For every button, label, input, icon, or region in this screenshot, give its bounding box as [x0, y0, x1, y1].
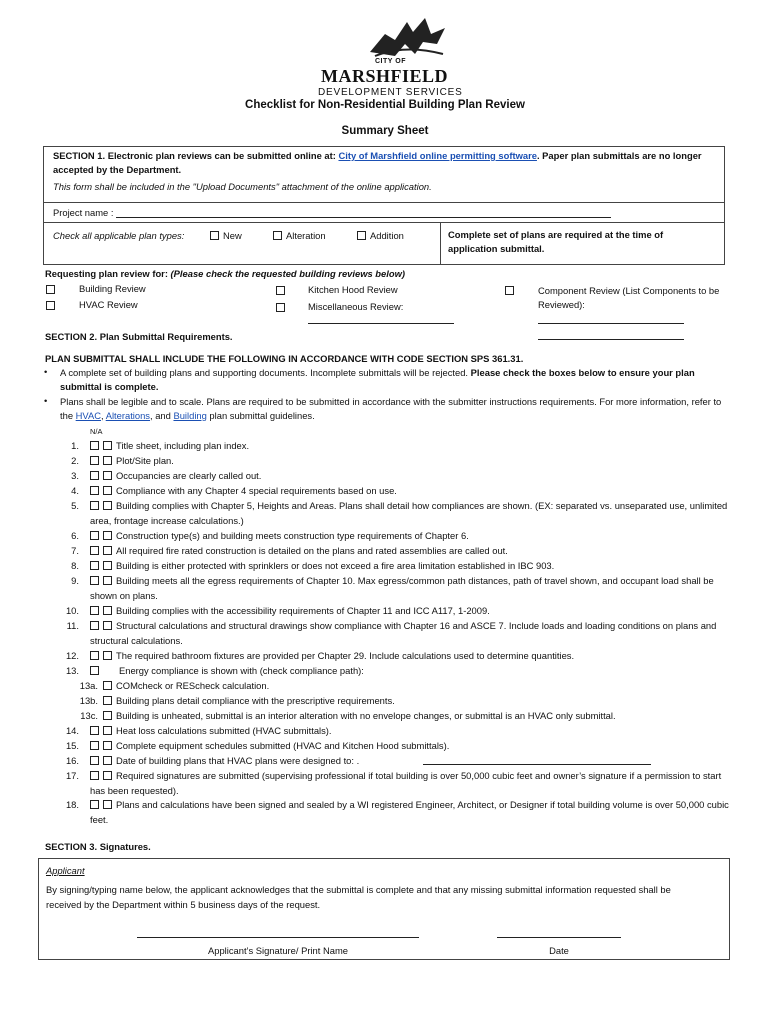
checklist-item: Energy compliance is shown with (check compliance path):: [90, 664, 730, 679]
checkbox[interactable]: [103, 681, 112, 690]
checkbox[interactable]: [103, 756, 112, 765]
checklist-item: COMcheck or REScheck calculation.: [103, 679, 730, 694]
building-guidelines-link[interactable]: Building: [173, 409, 207, 421]
checklist-item: Building is either protected with sprinklers or does not exceed a fire area limitation established in IBC 903.: [90, 559, 730, 574]
date-label: Date: [549, 945, 569, 956]
na-checkbox[interactable]: [90, 726, 99, 735]
na-checkbox[interactable]: [90, 771, 99, 780]
kitchen-hood-label: Kitchen Hood Review: [308, 284, 398, 295]
date-input[interactable]: [497, 929, 621, 938]
checkbox[interactable]: [103, 576, 112, 585]
checklist-item: Building complies with the accessibility requirements of Chapter 11 and ICC A117, 1-2009.: [90, 604, 730, 619]
plan-submittal-heading: PLAN SUBMITTAL SHALL INCLUDE THE FOLLOWING IN ACCORDANCE WITH CODE SECTION SPS 361.31.: [45, 353, 524, 364]
na-checkbox[interactable]: [90, 501, 99, 510]
checkbox[interactable]: [276, 303, 285, 312]
logo-name-text: MARSHFIELD: [321, 66, 449, 86]
item-number: 18.: [65, 799, 79, 810]
signature-box: [38, 858, 730, 960]
section3-heading: SECTION 3. Signatures.: [45, 841, 151, 852]
checkbox[interactable]: [103, 456, 112, 465]
checklist-item: All required fire rated construction is detailed on the plans and rated assemblies are called out.: [90, 544, 730, 559]
signature-label: Applicant’s Signature/ Print Name: [207, 945, 348, 956]
applicant-label: Applicant: [46, 865, 85, 876]
item-number: 16.: [65, 755, 79, 766]
misc-review-option[interactable]: [276, 302, 289, 313]
hvac-review-option[interactable]: [46, 300, 59, 311]
item-number: 11.: [66, 620, 79, 631]
item-number: 13.: [65, 665, 79, 676]
item-number: 2.: [71, 455, 79, 466]
na-checkbox[interactable]: [90, 621, 99, 630]
checklist-item: Building is unheated, submittal is an interior alteration with no envelope changes, or submittal is an HVAC only submittal.: [103, 709, 730, 724]
applicant-statement: By signing/typing name below, the applicant acknowledges that the submittal is complete and that any missing submittal information requested shall be received by the Department within 5 business days of the request.: [46, 884, 671, 910]
checkbox[interactable]: [103, 651, 112, 660]
checkbox[interactable]: [46, 285, 55, 294]
checkbox[interactable]: [210, 231, 219, 240]
na-checkbox[interactable]: [90, 486, 99, 495]
checklist-item: Plans and calculations have been signed and sealed by a WI registered Engineer, Architect, or Designer if total building volume is over 50,000 cubic feet.: [90, 799, 729, 825]
checklist-item: Compliance with any Chapter 4 special requirements based on use.: [90, 484, 730, 499]
logo-city-text: CITY OF: [375, 58, 406, 65]
checkbox[interactable]: [46, 301, 55, 310]
item-number: 17.: [65, 770, 79, 781]
checkbox[interactable]: [103, 711, 112, 720]
type-addition-option[interactable]: Addition: [357, 230, 404, 241]
item-number: 8.: [71, 560, 79, 571]
hvac-review-label: HVAC Review: [79, 299, 138, 310]
item-number: 7.: [71, 545, 79, 556]
checklist-item: Building plans detail compliance with the prescriptive requirements.: [103, 694, 730, 709]
checklist-item: Date of building plans that HVAC plans were designed to: .: [90, 754, 730, 769]
component-review-option[interactable]: [505, 285, 518, 296]
marshfield-logo: [315, 14, 465, 98]
na-column-label: N/A: [90, 427, 103, 436]
checklist-item: Complete equipment schedules submitted (HVAC and Kitchen Hood submittals).: [90, 739, 730, 754]
misc-review-input[interactable]: [308, 315, 454, 324]
component-input-1[interactable]: [538, 315, 684, 324]
checklist-item: Required signatures are submitted (supervising professional if total building is over 50,000 cubic feet and owner’s signature if a permission to start has been requested).: [90, 770, 722, 796]
checkbox[interactable]: [103, 741, 112, 750]
divider: [44, 222, 724, 223]
na-checkbox[interactable]: [90, 546, 99, 555]
na-checkbox[interactable]: [90, 576, 99, 585]
item-number: 12.: [65, 650, 79, 661]
alterations-guidelines-link[interactable]: Alterations: [105, 409, 150, 421]
kitchen-hood-option[interactable]: [276, 285, 289, 296]
item-number: 4.: [71, 485, 79, 496]
item-number: 5.: [71, 500, 79, 511]
checklist-item: Construction type(s) and building meets construction type requirements of Chapter 6.: [90, 529, 730, 544]
checkbox[interactable]: [103, 621, 112, 630]
building-review-option[interactable]: [46, 284, 59, 295]
checkbox[interactable]: [103, 531, 112, 540]
checklist-item: Occupancies are clearly called out.: [90, 469, 730, 484]
checkbox[interactable]: [357, 231, 366, 240]
page-subtitle: Summary Sheet: [341, 125, 429, 137]
na-checkbox[interactable]: [90, 800, 99, 809]
na-checkbox[interactable]: [90, 741, 99, 750]
section1-intro: SECTION 1. Electronic plan reviews can be submitted online at: City of Marshfield online permitting software. Paper plan submittals are no longer accepted by the Department.: [53, 150, 702, 175]
type-alteration-option[interactable]: Alteration: [273, 230, 326, 241]
item-number: 9.: [71, 575, 79, 586]
bullet-icon: •: [44, 395, 48, 406]
checkbox[interactable]: [103, 441, 112, 450]
checklist-item: Plot/Site plan.: [90, 454, 730, 469]
misc-review-label: Miscellaneous Review:: [308, 301, 404, 312]
checkbox[interactable]: [103, 606, 112, 615]
checkbox[interactable]: [273, 231, 282, 240]
logo-bird-icon: [365, 14, 455, 62]
bullet-1: A complete set of building plans and supporting documents. Incomplete submittals will be rejected. Please check the boxes below to ensure your plan submittal is complete.: [60, 367, 695, 392]
signature-input[interactable]: [137, 929, 419, 938]
checkbox[interactable]: [103, 561, 112, 570]
checklist-item: Building meets all the egress requirements of Chapter 10. Max egress/common path distances, path of travel shown, and occupant load shall be shown on plans.: [90, 575, 714, 601]
checkbox[interactable]: [103, 546, 112, 555]
component-input-2[interactable]: [538, 331, 684, 340]
na-checkbox[interactable]: [90, 531, 99, 540]
na-checkbox[interactable]: [90, 666, 99, 675]
na-checkbox[interactable]: [90, 561, 99, 570]
permitting-software-link[interactable]: City of Marshfield online permitting software: [338, 150, 537, 161]
section1-box: [43, 146, 725, 265]
checklist-item: The required bathroom fixtures are provided per Chapter 29. Include calculations used to determine quantities.: [90, 649, 730, 664]
item-number: 6.: [71, 530, 79, 541]
page-title: Checklist for Non-Residential Building Plan Review: [245, 99, 525, 111]
checklist-item: Building complies with Chapter 5, Heights and Areas. Plans shall detail how compliances are shown. (EX: separated vs. unseparated use, unlimited area, frontage increase calculations.): [90, 500, 728, 526]
checklist-item: Title sheet, including plan index.: [90, 439, 730, 454]
request-heading: Requesting plan review for: (Please check the requested building reviews below): [45, 268, 405, 279]
item-number: 10.: [65, 605, 79, 616]
na-checkbox[interactable]: [90, 756, 99, 765]
item-number: 1.: [71, 440, 79, 451]
na-checkbox[interactable]: [90, 606, 99, 615]
checkbox[interactable]: [103, 486, 112, 495]
component-review-label: Component Review (List Components to be Reviewed):: [538, 285, 720, 310]
checkbox[interactable]: [505, 286, 514, 295]
checkbox[interactable]: [103, 501, 112, 510]
na-checkbox[interactable]: [90, 471, 99, 480]
logo-sub-text: DEVELOPMENT SERVICES: [318, 87, 463, 98]
item-number: 13a.: [79, 680, 98, 691]
plan-date-input[interactable]: [423, 756, 651, 765]
bullet-2: Plans shall be legible and to scale. Plans are required to be submitted in accordance with the submitter instructions requirements. For more information, refer to the HVAC, Alterations, and Building plan submittal guidelines.: [60, 396, 722, 421]
complete-set-note: Complete set of plans are required at the time of application submittal.: [448, 229, 664, 254]
checkbox[interactable]: [103, 696, 112, 705]
checkbox[interactable]: [103, 471, 112, 480]
item-number: 3.: [71, 470, 79, 481]
project-name-row: Project name :: [53, 207, 611, 218]
upload-note: This form shall be included in the "Upload Documents" attachment of the online application.: [53, 181, 432, 192]
bullet-icon: •: [44, 366, 48, 377]
na-checkbox[interactable]: [90, 651, 99, 660]
checkbox[interactable]: [103, 726, 112, 735]
checkbox[interactable]: [103, 800, 112, 809]
item-number: 13b.: [79, 695, 98, 706]
plan-types-label: Check all applicable plan types:: [53, 230, 185, 241]
project-name-input[interactable]: [116, 208, 611, 218]
na-checkbox[interactable]: [90, 456, 99, 465]
divider: [44, 202, 724, 203]
divider: [440, 222, 441, 264]
checkbox[interactable]: [276, 286, 285, 295]
item-number: 13c.: [80, 710, 98, 721]
hvac-guidelines-link[interactable]: HVAC: [75, 409, 101, 421]
item-number: 14.: [65, 725, 79, 736]
checkbox[interactable]: [103, 771, 112, 780]
building-review-label: Building Review: [79, 283, 146, 294]
section2-heading: SECTION 2. Plan Submittal Requirements.: [45, 331, 233, 342]
na-checkbox[interactable]: [90, 441, 99, 450]
item-number: 15.: [65, 740, 79, 751]
checklist-item: Structural calculations and structural drawings show compliance with Chapter 16 and ASCE 7. Include loads and loading conditions on plans and structural calculations.: [90, 620, 717, 646]
type-new-option[interactable]: New: [210, 230, 242, 241]
checklist-item: Heat loss calculations submitted (HVAC submittals).: [90, 724, 730, 739]
